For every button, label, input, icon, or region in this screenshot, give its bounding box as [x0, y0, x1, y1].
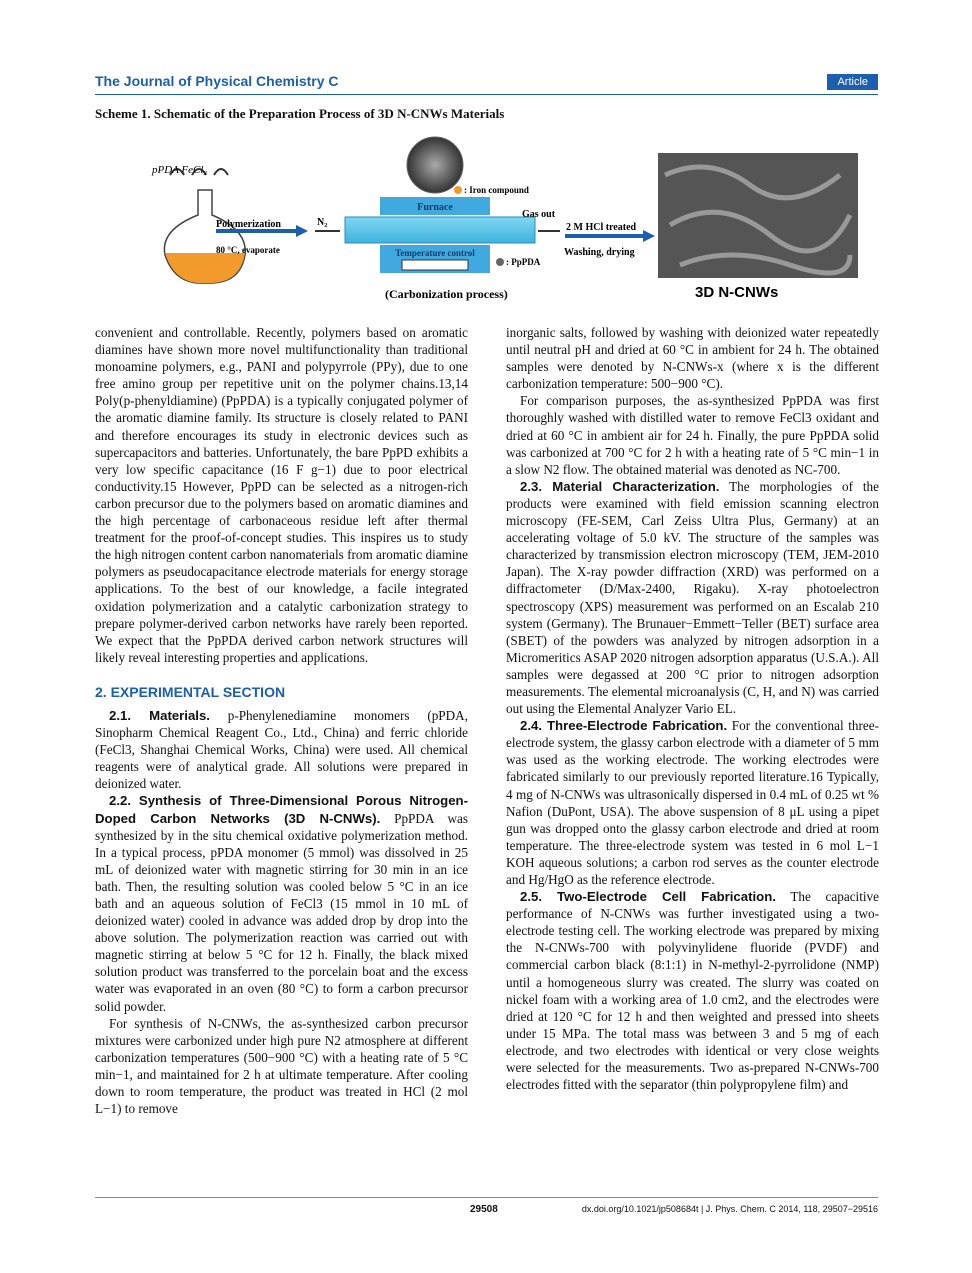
- journal-title[interactable]: The Journal of Physical Chemistry C: [95, 73, 339, 89]
- right-column: [506, 324, 879, 1093]
- washing-label: Washing, drying: [564, 247, 635, 258]
- subsection-synthesis: 2.2. Synthesis of Three-Dimensional Porous Nitrogen-Doped Carbon Networks (3D N-CNWs). PpPDA was synthesized by in the situ chemical oxidative polymerization method. In a typical process, pPDA monomer (5 mmol) was dissolved in 25 mL of deionized water with magnetic stirring for 30 min in an ice bath. Then, the resulting solution was cooled below 5 °C in an ice bath and an aqueous solution of FeCl3 (15 mmol in 10 mL of deionized water) cooled in advance was added drop by drop into the above solution. The polymerization reaction was carried out with magnetic stirring at below 5 °C for 12 h. Finally, the black mixed solution product was transferred to the porcelain boat and the excess water was evaporated in an oven (80 °C) to form a carbon precursor solid powder.: [95, 793, 469, 1014]
- doi-link[interactable]: dx.doi.org/10.1021/jp508684t | J. Phys. Chem. C 2014, 118, 29507−29516: [581, 1204, 878, 1214]
- ppda-icon: [496, 258, 504, 266]
- subsection-two-electrode: 2.5. Two-Electrode Cell Fabrication. The capacitive performance of N-CNWs was further investigated using a two-electrode testing cell. The working electrode was prepared by mixing the N-CNWs-700 with polyvinylidene fluoride (PVDF) and commercial carbon black (8:1:1) in N-methyl-2-pyrrolidone (NMP) until a homogeneous slurry was created. The slurry was coated on nickel foam with a working area of 1.0 cm2, and the electrodes were dried at 120 °C for 12 h and then weighted and pressed into sheets under 15 MPa. The total mass was between 3 and 5 mg of each electrode, and two electrodes with identical or very close weights were selected for the measurements. Two as-prepared N-CNWs-700 electrodes fitted with the separator (thin polypropylene film) and: [506, 889, 879, 1093]
- poly-cond-label: 80 °C, evaporate: [216, 245, 280, 255]
- scheme-figure: [150, 135, 890, 310]
- section-heading: 2. EXPERIMENTAL SECTION: [95, 683, 286, 700]
- right-paragraph-2: For comparison purposes, the as-synthesized PpPDA was first thoroughly washed with distilled water to remove FeCl3 oxidant and dried at 60 °C in ambient air for 24 h. Finally, the pure PpPDA solid was carbonized at 700 °C for 2 h with a heating rate of 5 °C min−1 in a slow N2 flow. The obtained material was denoted as NC-700.: [506, 393, 879, 477]
- subsection-three-electrode: 2.4. Three-Electrode Fabrication. For the conventional three-electrode system, the glassy carbon electrode with a diameter of 5 mm was used as the working electrode. The working electrodes were fabricated similarly to our previously reported literature.16 Typically, 4 mg of N-CNWs was ultrasonically dispersed in 0.4 mL of 0.25 wt % Nafion (DuPont, USA). The above suspension of 8 μL using a pipet gun was dropped onto the glassy carbon electrode and dried at room temperature. The three-electrode system was tested in 6 mol L−1 KOH aqueous solutions; a carbon rod serves as the counter electrode and Hg/HgO as the reference electrode.: [506, 718, 879, 887]
- subsection-materials: 2.1. Materials. p-Phenylenediamine monomers (pPDA, Sinopharm Chemical Reagent Co., Ltd., China) and ferric chloride (FeCl3, Shanghai Chemical Works, China) were used. All chemical reagents were of analytical grade. All solutions were prepared in deionized water.: [95, 707, 468, 792]
- left-paragraph: convenient and controllable. Recently, polymers based on aromatic diamines have shown more novel multifunctionality than traditional monoamine polymers, e.g., PANI and polypyrrole (PPy), due to one free amino group per repetitive unit on the polymer chains.13,14 Poly(p-phenyldiamine) (PpPDA) is a typically conjugated polymer of the aromatic diamine family. Its structure is closely related to PANI and therefore encourages its study in electronic devices such as supercapacitors and batteries. Unfortunately, the bare PpPD exhibits a very low specific capacitance (16 F g−1) due to poor electrical conductivity.15 However, PpPD can be selected as a nitrogen-rich carbon precursor due to the polymers based on aromatic diamines and the high percentage of carbonaceous residue left after thermal treatment for the proof-of-concept studies. This inspires us to study the high nitrogen content carbon nanomaterials from aromatic diamine polymers as pseudocapacitance electrode materials for energy storage applications. To the best of our knowledge, a facile integrated oxidation polymerization and a catalytic carbonization strategy to prepare polymer-derived carbon networks have rarely been reported. We expect that the PpPDA derived carbon network structures will likely reveal interesting properties and applications.: [95, 325, 468, 665]
- left-column: [95, 324, 468, 1117]
- iron-icon: [454, 186, 462, 194]
- product-label: 3D N-CNWs: [695, 284, 779, 301]
- page-number: 29508: [470, 1204, 498, 1215]
- article-badge: Article: [827, 74, 878, 90]
- iron-label: : Iron compound: [464, 185, 529, 195]
- scheme-caption: Scheme 1. Schematic of the Preparation Process of 3D N-CNWs Materials: [95, 106, 505, 121]
- ppda-label: : PpPDA: [506, 257, 541, 267]
- hcl-label: 2 M HCl treated: [566, 222, 637, 233]
- tube-furnace: [345, 217, 535, 243]
- process-label: (Carbonization process): [385, 287, 508, 301]
- page-footer: [95, 1197, 878, 1218]
- gas-out-label: Gas out: [522, 209, 556, 220]
- subsection-characterization: 2.3. Material Characterization. The morphologies of the products were examined with field emission scanning electron microscopy (FE-SEM, Carl Zeiss Ultra Plus, Germany) at an accelerating voltage of 5.0 kV. The structure of the samples was characterized by transmission electron microscopy (TEM, JEM-2010 Japan). The X-ray powder diffraction (XRD) was performed on a diffractometer (D/Max-2400, Rigaku). X-ray photoelectron spectroscopy (XPS) measurement was performed on an Escalab 210 system (Germany). The Brunauer−Emmett−Teller (BET) surface area (SBET) of the powders was analyzed by nitrogen adsorption in a Micromeritics ASAP 2020 nitrogen adsorption apparatus (U.S.A.). All samples were degassed at 200 °C prior to nitrogen adsorption measurements. The elemental microanalysis (C, H, and N) was carried out using the Elemental Analyzer Vario EL.: [506, 478, 879, 717]
- furnace-label: Furnace: [417, 202, 453, 213]
- left-paragraph-last: For synthesis of N-CNWs, the as-synthesized carbon precursor mixtures were carbonized under high pure N2 atmosphere at different carbonization temperatures (500−900 °C) with a heating rate of 5 °C min−1, and maintained for 2 h at ultimate temperature. After cooling down to room temperature, the product was treated in HCl (2 mol L−1) to remove: [95, 1015, 468, 1117]
- temp-control-label: Temperature control: [395, 248, 475, 258]
- page-header: [95, 72, 878, 95]
- reagents-label: pPDA FeCl₃: [152, 164, 208, 176]
- n2-label: N₂: [317, 217, 328, 228]
- polymerization-label: Polymerization: [216, 219, 281, 230]
- nanostructure-circle: [407, 137, 463, 193]
- right-paragraph-1: inorganic salts, followed by washing with deionized water repeatedly until neutral pH and dried at 60 °C in ambient for 24 h. The obtained samples were denoted by N-CNWs-x (where x is the different carbonization temperature: 500−900 °C).: [506, 325, 879, 392]
